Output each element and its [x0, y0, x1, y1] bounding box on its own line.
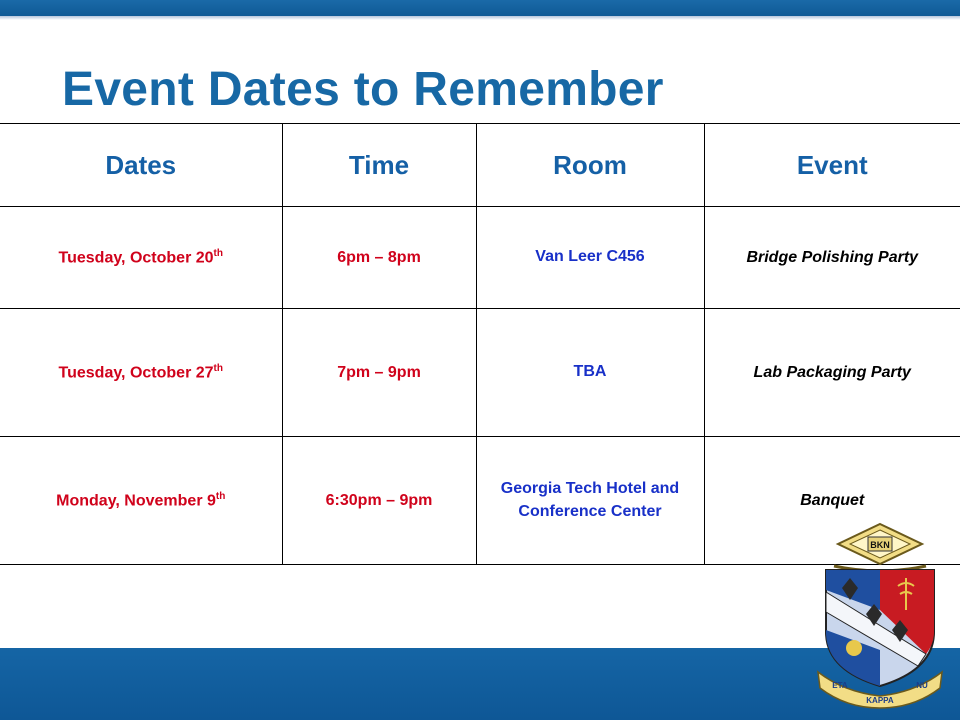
header-time: Time: [282, 124, 476, 207]
header-row: [0, 124, 960, 207]
header-room: Room: [476, 124, 704, 207]
slide-title: Event Dates to Remember: [62, 63, 664, 116]
crest-shield: [826, 570, 934, 686]
date-cell: [0, 309, 282, 437]
events-table: [0, 123, 960, 565]
crest-top-letters: BKN: [870, 540, 890, 550]
time-cell: 6pm – 8pm: [282, 207, 476, 309]
event-cell: Bridge Polishing Party: [704, 207, 960, 309]
room-cell: Van Leer C456: [476, 207, 704, 309]
table-row: [0, 207, 960, 309]
room-cell: TBA: [476, 309, 704, 437]
table-row: [0, 309, 960, 437]
date-text: Tuesday, October 20: [58, 249, 214, 267]
date-suffix: th: [213, 247, 223, 259]
fraternity-crest-logo: [814, 520, 946, 710]
date-cell: [0, 437, 282, 565]
header-dates: Dates: [0, 124, 282, 207]
top-band: [0, 0, 960, 16]
crest-banner-left: ETA: [832, 681, 848, 690]
date-text: Monday, November 9: [56, 492, 216, 510]
date-suffix: th: [213, 362, 223, 374]
time-cell: 6:30pm – 9pm: [282, 437, 476, 565]
date-text: Tuesday, October 27: [58, 364, 214, 382]
time-cell: 7pm – 9pm: [282, 309, 476, 437]
crest-banner-right: NU: [916, 681, 928, 690]
header-event: Event: [704, 124, 960, 207]
crest-banner-mid: KAPPA: [866, 696, 894, 705]
date-cell: [0, 207, 282, 309]
room-cell: Georgia Tech Hotel and Conference Center: [476, 437, 704, 565]
event-cell: Banquet: [704, 437, 960, 565]
date-suffix: th: [215, 490, 226, 502]
crest-top-emblem: [834, 524, 926, 571]
event-cell: Lab Packaging Party: [704, 309, 960, 437]
